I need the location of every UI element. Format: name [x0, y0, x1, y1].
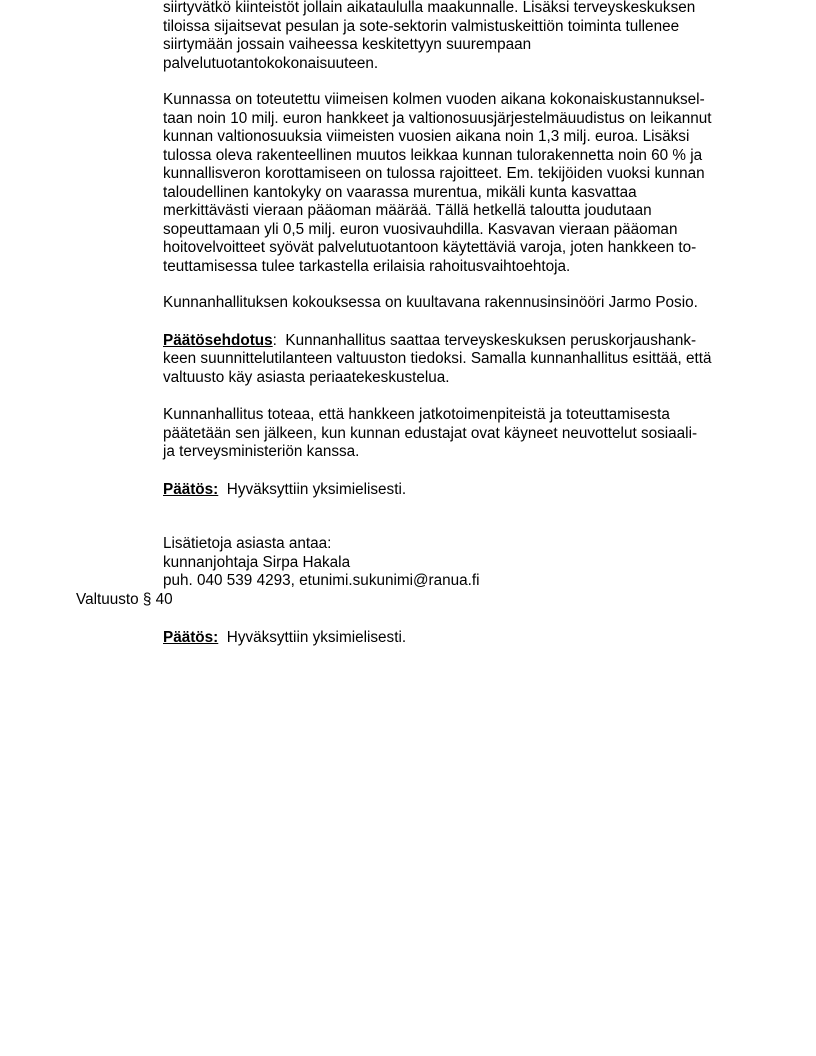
decision-text: Hyväksyttiin yksimielisesti.: [226, 629, 407, 646]
decision-line: [163, 481, 406, 499]
text-line: sopeuttamaan yli 0,5 milj. euron vuosivauhdilla. Kasvavan vieraan pääoman: [163, 221, 678, 238]
text-line: valtuusto käy asiasta periaatekeskustelua.: [163, 369, 450, 386]
text-line: tiloissa sijaitsevat pesulan ja sote-sektorin valmistuskeittiön toiminta tullenee: [163, 18, 680, 35]
text-line: Kunnassa on toteutettu viimeisen kolmen vuoden aikana kokonaiskustannuksel-: [163, 91, 705, 108]
contact-line: kunnanjohtaja Sirpa Hakala: [163, 554, 351, 571]
text-line: taloudellinen kantokyky on vaarassa murentua, mikäli kunta kasvattaa: [163, 184, 637, 201]
text-line: taan noin 10 milj. euron hankkeet ja valtionosuusjärjestelmäuudistus on leikannut: [163, 110, 712, 127]
contact-line: Lisätietoja asiasta antaa:: [163, 535, 332, 552]
text-line: siirtyvätkö kiinteistöt jollain aikataululla maakunnalle. Lisäksi terveyskeskuksen: [163, 0, 696, 16]
text-line: hoitovelvoitteet syövät palvelutuotantoon käytettäviä varoja, joten hankkeen to-: [163, 239, 697, 256]
text-line: merkittävästi vieraan pääoman määrää. Tällä hetkellä taloutta joudutaan: [163, 202, 652, 219]
decision-label: Päätös:: [163, 629, 219, 646]
text-line: ja terveysministeriön kanssa.: [163, 443, 360, 460]
text-line: tulossa oleva rakenteellinen muutos leikkaa kunnan tulorakennetta noin 60 % ja: [163, 147, 703, 164]
text-line: kunnallisveron korottamiseen on tulossa rajoitteet. Em. tekijöiden vuoksi kunnan: [163, 165, 705, 182]
contact-line: puh. 040 539 4293, etunimi.sukunimi@ranua.fi: [163, 572, 480, 589]
decision-line: [163, 629, 406, 647]
decision-label: Päätös:: [163, 481, 219, 498]
proposal-colon: :: [272, 332, 277, 349]
text-line: teuttamisessa tulee tarkastella erilaisia rahoitusvaihtoehtoja.: [163, 258, 571, 275]
decision-text: Hyväksyttiin yksimielisesti.: [226, 481, 407, 498]
text-line: Kunnanhallitus toteaa, että hankkeen jatkotoimenpiteistä ja toteuttamisesta: [163, 406, 670, 423]
text-line: Kunnanhallitus saattaa terveyskeskuksen peruskorjaushank-: [285, 332, 697, 349]
proposal-line: [163, 332, 696, 350]
text-line: Kunnanhallituksen kokouksessa on kuultavana rakennusinsinööri Jarmo Posio.: [163, 294, 698, 311]
proposal-label: Päätösehdotus: [163, 332, 273, 349]
text-line: kunnan valtionosuuksia viimeisten vuosien aikana noin 1,3 milj. euroa. Lisäksi: [163, 128, 690, 145]
text-line: keen suunnittelutilanteen valtuuston tiedoksi. Samalla kunnanhallitus esittää, että: [163, 350, 712, 367]
text-line: päätetään sen jälkeen, kun kunnan edustajat ovat käyneet neuvottelut sosiaali-: [163, 425, 698, 442]
text-line: siirtymään jossain vaiheessa keskitettyyn suurempaan: [163, 36, 532, 53]
section-heading: Valtuusto § 40: [76, 591, 173, 608]
text-line: palvelutuotantokokonaisuuteen.: [163, 55, 379, 72]
